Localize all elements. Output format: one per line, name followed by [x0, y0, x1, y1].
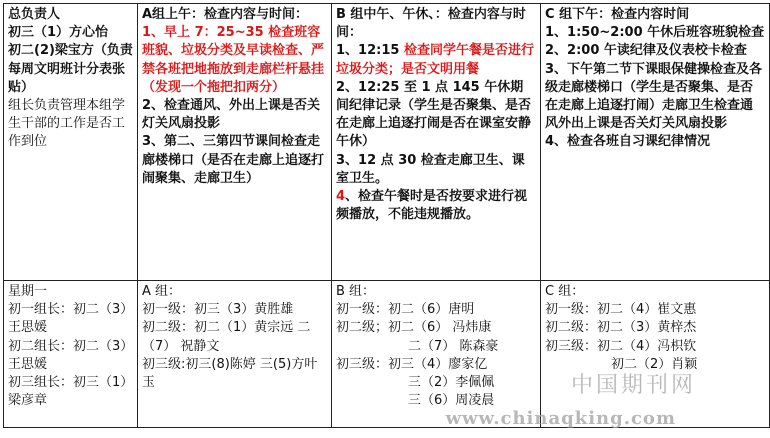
cell-group-a-members [138, 281, 332, 428]
weekday-label: 星期一 [8, 284, 48, 299]
group-b-member-line: 初一级：初二（6）唐明 [336, 302, 475, 318]
cell-group-c-tasks [541, 4, 770, 281]
group-a-members-title: A 组： [142, 284, 182, 299]
group-b-item-3: 3、12 点 30 检查走廊卫生、课室卫生。 [336, 152, 525, 186]
group-c-member-line: 初二级：初二（3）黄梓杰 [545, 320, 697, 336]
watermark-url: www.chinaqking.com [445, 408, 676, 429]
group-b-member-line: 初三级：初三（4）廖家亿 [336, 356, 488, 372]
group-c-member-line: 初一级：初二（4）崔文惠 [545, 302, 697, 318]
group-a-member-line: 初三级:初三(8)陈婷 三(5)方叶玉 [142, 356, 318, 391]
grade1-leader: 初一组长：初二（3）王思媛 [8, 302, 127, 336]
leader-name-2: 初二(2)梁宝方（负责每周文明班计分表张贴） [8, 43, 133, 95]
group-b-members-title: B 组： [336, 284, 376, 299]
group-b-item-4: 4、检查午餐时是否按要求进行视频播放，不能违规播放。 [336, 189, 528, 223]
group-c-title: C 组下午：检查内容时间 [545, 7, 690, 22]
table-row [4, 4, 770, 281]
cell-group-a-tasks [138, 4, 332, 281]
group-c-member-line: 初三级：初二（4）冯枳钦 [545, 338, 697, 354]
group-c-item-1: 1、1:50~2:00 午休后班容班貌检查 [545, 25, 765, 41]
group-b-title: B 组中午、午休、：检查内容与时间： [336, 7, 526, 41]
group-c-members-title: C 组： [545, 284, 585, 299]
group-a-item-1: 1、早上 7：25~35 检查班容班貌、垃圾分类及早读检查、严禁各班把地拖放到走廊栏杆悬挂（发现一个拖把扣两分） [142, 25, 325, 95]
group-a-item-2: 2、检查通风、外出上课是否关灯关风扇投影 [142, 98, 321, 132]
group-a-item-3: 3、第二、三第四节课间检查走廊楼梯口（是否在走廊上追逐打闹聚集、走廊卫生） [142, 134, 325, 186]
group-a-member-line: 初一级：初三（3）黄胜雄 [142, 302, 294, 318]
watermark-site-name: 中国期刊网 [570, 373, 696, 398]
group-c-item-2: 2、2:00 午读纪律及仪表校卡检查 [545, 43, 747, 59]
cell-group-b-tasks [332, 4, 541, 281]
cell-monday-leaders [4, 281, 138, 428]
group-a-member-line: 初二级：初二（1）黄宗远 二（7） 祝静文 [142, 320, 311, 354]
leader-name: 初三（1）方心怡 [8, 25, 109, 41]
duty-schedule-table [3, 3, 770, 428]
cell-leaders [4, 4, 138, 281]
group-c-member-line: 初二（2）肖颖 [611, 356, 698, 372]
group-c-item-4: 4、检查各班自习课纪律情况 [545, 134, 711, 150]
table-row [4, 281, 770, 428]
group-b-item-1: 1、12:15 检查同学午餐是否进行垃圾分类；是否文明用餐 [336, 43, 534, 77]
grade2-leader: 初二组长：初二（3）王思媛 [8, 338, 127, 372]
group-c-item-3: 3、下午第二节下课眼保健操检查及各级走廊楼梯口（学生是否聚集、是否在走廊上追逐打闹）走廊卫生检查通风外出上课是否关灯关风扇投影 [545, 61, 763, 132]
cell-group-c-members [541, 281, 770, 428]
group-b-member-line: 初二级；初二（6） 冯炜康 [336, 320, 492, 336]
group-b-item-2: 2、12:25 至 1 点 145 午休期间纪律记录（学生是否聚集、是否在走廊上追逐打闹是否在课室安静午休） [336, 79, 532, 150]
cell-group-b-members [332, 281, 541, 428]
group-b-member-line: 三（6）周凌晨 [408, 393, 495, 409]
leaders-heading: 总负责人 [8, 7, 61, 22]
leader-duty-note: 组长负责管理本组学生干部的工作是否工作到位 [8, 98, 126, 150]
group-a-title: A组上午：检查内容与时间： [142, 7, 309, 22]
grade3-leader: 初三组长：初三（1）梁彦章 [8, 375, 127, 409]
group-b-member-line: 三（2）李佩佩 [408, 375, 495, 391]
group-b-member-line: 二（7） 陈森豪 [408, 338, 499, 354]
